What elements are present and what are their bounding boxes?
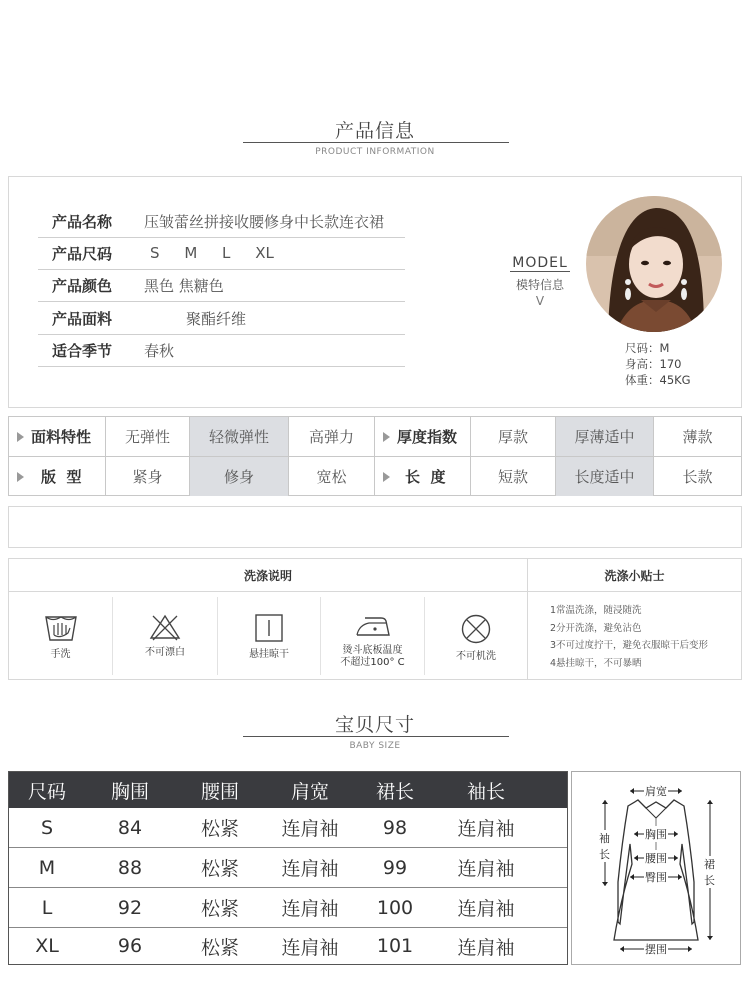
wash-item-hand — [9, 595, 112, 679]
info-row-color — [38, 269, 405, 302]
attribute-table — [8, 416, 742, 496]
table-cell: M — [38, 856, 56, 879]
header-cell: 腰围 — [200, 780, 239, 803]
table-cell: 99 — [382, 856, 408, 879]
wash-item-hang-dry — [218, 595, 320, 679]
attr-option-selected: 长度适中 — [556, 457, 654, 496]
iron-icon — [353, 613, 393, 639]
diagram-label-length: 裙 — [704, 858, 715, 871]
wash-label: 不可漂白 — [145, 647, 185, 658]
hang-dry-icon — [254, 613, 284, 643]
diagram-label-sleeve: 长 — [599, 848, 610, 861]
attr-option: 宽松 — [289, 457, 375, 496]
washing-tips — [550, 602, 708, 672]
diagram-label-sleeve: 袖 — [599, 832, 610, 845]
tip-item: 1常温洗涤，随浸随洗 — [550, 605, 642, 616]
table-cell: L — [41, 896, 53, 919]
table-cell: 92 — [117, 896, 143, 919]
blank-panel — [8, 506, 742, 548]
model-subheading: 模特信息 — [515, 278, 564, 292]
attr-option-selected: 修身 — [190, 457, 289, 496]
divider — [9, 591, 741, 592]
header-cell: 尺码 — [27, 780, 66, 803]
info-value: 压皱蕾丝拼接收腰修身中长款连衣裙 — [144, 212, 385, 231]
no-bleach-icon — [149, 613, 181, 641]
table-cell: 连肩袖 — [281, 898, 339, 920]
tip-item: 2分开洗涤，避免沾色 — [550, 622, 642, 634]
divider — [527, 559, 528, 679]
wash-label: 烫斗底板温度 不超过100° C — [340, 645, 405, 668]
washing-title: 洗涤说明 — [243, 568, 292, 583]
table-cell: 98 — [382, 816, 408, 839]
wash-label: 悬挂晾干 — [249, 649, 289, 660]
model-stats — [625, 340, 691, 388]
info-label: 适合季节 — [52, 341, 113, 360]
info-row-name — [38, 205, 405, 238]
table-cell: 连肩袖 — [457, 818, 515, 840]
wash-item-iron — [321, 595, 424, 679]
diagram-label-length: 长 — [704, 874, 715, 887]
header-cell: 肩宽 — [290, 780, 329, 803]
table-cell: XL — [35, 935, 59, 957]
tip-item: 4悬挂晾干，不可暴晒 — [550, 657, 642, 669]
attr-label-fabric: 面料特性 — [9, 417, 106, 456]
no-machine-wash-icon — [460, 613, 492, 645]
title-underline — [243, 142, 509, 143]
model-stat-height: 身高：170 — [625, 357, 682, 371]
table-cell: 连肩袖 — [281, 858, 339, 880]
size-table-header — [9, 772, 567, 808]
info-label: 产品面料 — [52, 309, 113, 328]
size-option: S — [150, 244, 160, 262]
wash-item-no-machine — [425, 595, 527, 679]
table-cell: 松紧 — [200, 936, 239, 959]
triangle-right-icon — [383, 432, 390, 442]
washing-tips-title: 洗涤小贴士 — [604, 568, 665, 583]
attr-label-fit: 版 型 — [9, 457, 106, 496]
table-cell: 松紧 — [200, 898, 239, 920]
attr-label-length: 长 度 — [375, 457, 471, 496]
wash-item-no-bleach — [113, 595, 217, 679]
attr-option: 薄款 — [682, 428, 713, 446]
table-cell: 松紧 — [200, 858, 239, 880]
size-table — [8, 771, 568, 965]
table-cell: 连肩袖 — [457, 936, 515, 959]
product-info-subtitle: PRODUCT INFORMATION — [315, 147, 435, 157]
table-cell: 连肩袖 — [457, 858, 515, 880]
size-option: M — [184, 244, 198, 262]
table-cell: 连肩袖 — [457, 898, 515, 920]
triangle-right-icon — [17, 432, 24, 442]
diagram-label-hip: 臀围 — [645, 871, 667, 884]
info-value: 春秋 — [144, 341, 175, 360]
info-row-size — [38, 237, 405, 270]
diagram-label-waist: 腰围 — [645, 852, 667, 865]
size-option: L — [222, 244, 231, 262]
attr-option-selected: 轻微弹性 — [190, 417, 289, 456]
triangle-right-icon — [383, 472, 390, 482]
hand-wash-icon — [43, 613, 79, 643]
header-cell: 袖长 — [466, 780, 505, 803]
size-option: XL — [255, 244, 274, 262]
model-chevron-mark: V — [535, 294, 545, 308]
info-value: 聚酯纤维 — [186, 309, 247, 328]
title-underline — [243, 736, 509, 737]
table-cell: 松紧 — [200, 818, 239, 840]
diagram-label-chest: 胸围 — [645, 828, 667, 841]
info-row-fabric — [38, 302, 405, 335]
measurement-diagram — [571, 771, 741, 965]
attr-option: 高弹力 — [289, 417, 375, 456]
table-cell: S — [40, 816, 54, 839]
diagram-label-shoulder: 肩宽 — [645, 785, 667, 798]
diagram-label-hem: 摆围 — [645, 943, 667, 956]
attr-option: 厚款 — [471, 417, 556, 456]
attr-option: 无弹性 — [106, 417, 190, 456]
table-cell: 84 — [117, 816, 143, 839]
attr-option: 短款 — [471, 457, 556, 496]
size-list — [144, 244, 294, 262]
tip-item: 3不可过度拧干，避免衣服晾干后变形 — [550, 640, 709, 651]
wash-label: 不可机洗 — [456, 651, 496, 662]
header-cell: 胸围 — [110, 780, 149, 803]
wash-label: 手洗 — [50, 649, 71, 660]
table-cell: 88 — [117, 856, 143, 879]
table-cell: 连肩袖 — [281, 818, 339, 840]
attr-label-thickness: 厚度指数 — [375, 417, 471, 456]
model-stat-weight: 体重：45KG — [625, 373, 691, 387]
info-value: 黑色 焦糖色 — [144, 276, 224, 295]
size-section-subtitle: BABY SIZE — [349, 741, 401, 751]
info-label: 产品尺码 — [52, 244, 113, 263]
attr-option: 紧身 — [106, 457, 190, 496]
triangle-right-icon — [17, 472, 24, 482]
model-heading: MODEL — [510, 255, 570, 272]
model-stat-size: 尺码：M — [625, 341, 670, 355]
info-row-season — [38, 334, 405, 367]
attr-option: 长款 — [682, 468, 713, 486]
info-label: 产品颜色 — [52, 276, 113, 295]
table-cell: 连肩袖 — [281, 936, 339, 959]
product-info-title: 产品信息 — [334, 120, 415, 142]
size-section-title: 宝贝尺寸 — [334, 714, 415, 736]
header-cell: 裙长 — [375, 780, 414, 803]
model-avatar — [586, 196, 722, 332]
attr-option-selected: 厚薄适中 — [556, 417, 654, 456]
table-cell: 101 — [376, 935, 414, 957]
info-label: 产品名称 — [52, 212, 113, 231]
table-cell: 100 — [376, 896, 414, 919]
table-cell: 96 — [117, 935, 143, 957]
